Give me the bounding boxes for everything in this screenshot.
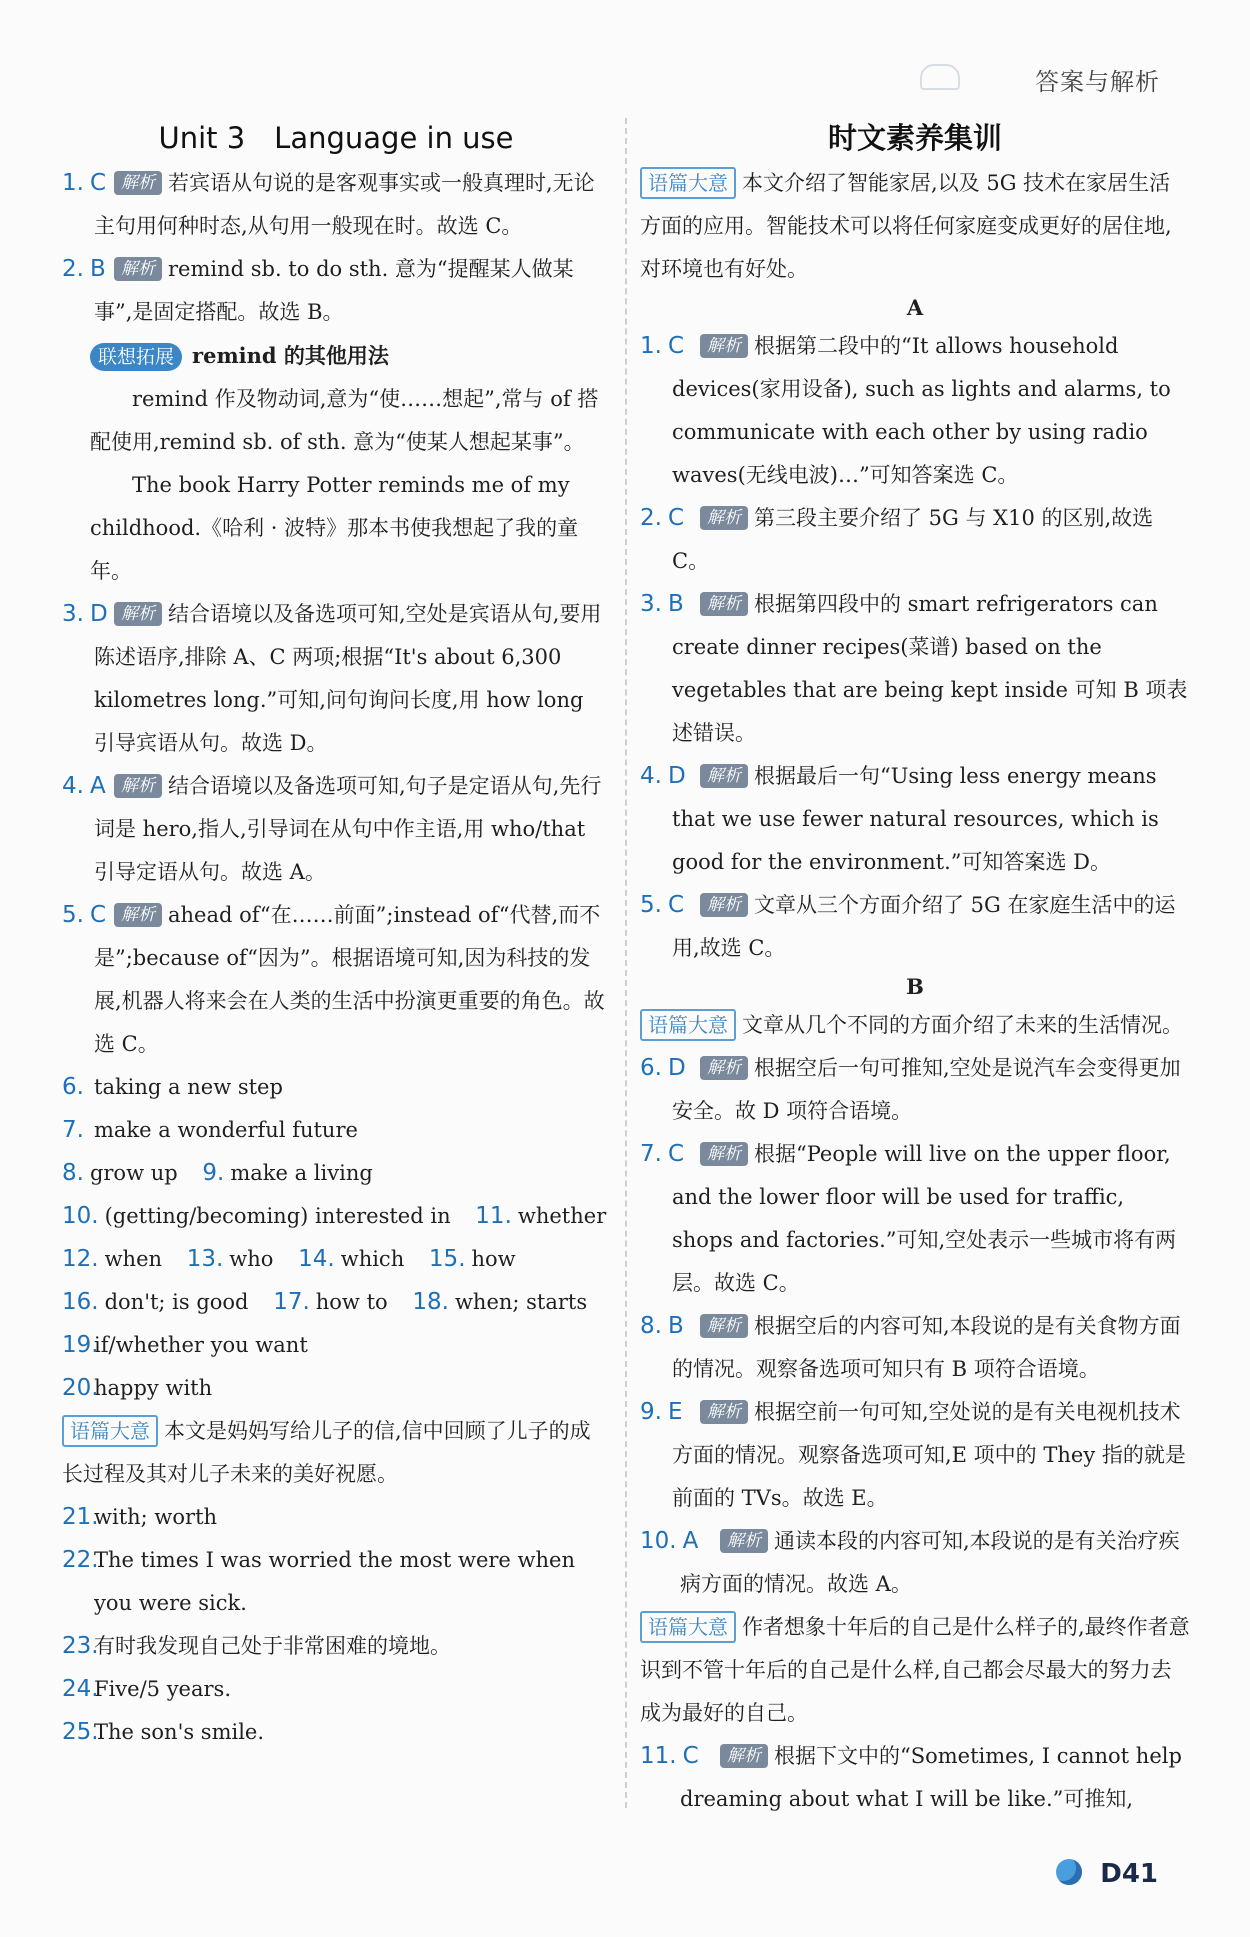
answer-row-12-15: 12. when 13. who 14. which 15. how [62, 1246, 516, 1272]
summary-tag: 语篇大意 [640, 1611, 736, 1643]
item-text: ahead of“在……前面”;instead of“代替,而不是”;because of“因为”。根据语境可知,因为科技的发展,机器人将来会在人类的生活中扮演更重要的角色。故选 C。 [94, 903, 605, 1056]
answer-item-25: 25. The son's smile. [62, 1719, 265, 1745]
unit-title: Unit 3 Language in use [158, 121, 514, 155]
passage-summary-3: 语篇大意 作者想象十年后的自己是什么样子的,最终作者意识到不管十年后的自己是什么样,自己都会尽最大的努力去成为最好的自己。 [640, 1606, 1190, 1735]
summary-tag: 语篇大意 [62, 1415, 158, 1447]
answer-item-r1: 1. C 解析 根据第二段中的“It allows household devices(家用设备), such as lights and alarms, to communicate with each other by using radio waves(无线电波)…”可知答案选 C。 [640, 333, 1171, 487]
item-number: 1. C [62, 170, 107, 196]
extend-paragraph-1: remind 作及物动词,意为“使……想起”,常与 of 搭配使用,remind sb. of sth. 意为“使某人想起某事”。 [90, 387, 599, 454]
analysis-tag: 解析 [700, 764, 748, 788]
answer-item-r9: 9. E 解析 根据空前一句可知,空处说的是有关电视机技术方面的情况。观察备选项可知,E 项中的 They 指的就是前面的 TVs。故选 E。 [640, 1399, 1186, 1510]
extend-paragraph-2: The book Harry Potter reminds me of my childhood.《哈利 · 波特》那本书使我想起了我的童年。 [90, 473, 579, 583]
analysis-tag: 解析 [720, 1529, 768, 1553]
answer-item-22: 22. The times I was worried the most were when you were sick. [62, 1547, 575, 1615]
summary-tag: 语篇大意 [640, 1009, 736, 1041]
section-title: 时文素养集训 [827, 121, 1002, 155]
extend-tag: 联想拓展 [90, 343, 182, 371]
extend-section [62, 334, 610, 378]
analysis-tag: 解析 [700, 1400, 748, 1424]
page-badge-icon [1056, 1859, 1082, 1885]
passage-summary-1: 语篇大意 本文介绍了智能家居,以及 5G 技术在家居生活方面的应用。智能技术可以将任何家庭变成更好的居住地,对环境也有好处。 [640, 162, 1190, 291]
answer-item-r6: 6. D 解析 根据空后一句可推知,空处是说汽车会变得更加安全。故 D 项符合语境。 [640, 1055, 1181, 1123]
analysis-tag: 解析 [114, 257, 162, 281]
analysis-tag: 解析 [114, 774, 162, 798]
answer-row-8-9: 8. grow up 9. make a living [62, 1160, 373, 1186]
answer-item-24: 24. Five/5 years. [62, 1676, 231, 1702]
item-text: 若宾语从句说的是客观事实或一般真理时,无论主句用何种时态,从句用一般现在时。故选 C。 [94, 171, 595, 238]
answer-item-r4: 4. D 解析 根据最后一句“Using less energy means that we use fewer natural resources, which is good for the environment.”可知答案选 D。 [640, 763, 1159, 874]
answer-item-6: 6. taking a new step [62, 1074, 283, 1100]
page-number: D41 [1100, 1859, 1158, 1889]
answer-item-19: 19. if/whether you want [62, 1332, 308, 1358]
item-text: remind sb. to do sth. 意为“提醒某人做某事”,是固定搭配。故选 B。 [94, 257, 574, 324]
analysis-tag: 解析 [700, 506, 748, 530]
passage-summary-2: 语篇大意 文章从几个不同的方面介绍了未来的生活情况。 [640, 1004, 1190, 1047]
answer-item-5: 5. C 解析 ahead of“在……前面”;instead of“代替,而不是”;because of“因为”。根据语境可知,因为科技的发展,机器人将来会在人类的生活中扮演更重要的角色。故选 C。 [62, 902, 605, 1056]
answer-item-3: 3. D 解析 结合语境以及备选项可知,空处是宾语从句,要用陈述语序,排除 A、C 两项;根据“It's about 6,300 kilometres long.”可知,问句询问长度,用 how long 引导宾语从句。故选 D。 [62, 601, 602, 755]
analysis-tag: 解析 [114, 903, 162, 927]
answer-item-23: 23. 有时我发现自己处于非常困难的境地。 [62, 1633, 451, 1659]
summary-tag: 语篇大意 [640, 167, 736, 199]
answer-item-1 [62, 162, 610, 248]
answer-item-r5: 5. C 解析 文章从三个方面介绍了 5G 在家庭生活中的运用,故选 C。 [640, 892, 1176, 960]
section-letter-b: B [906, 974, 924, 999]
answer-item-4: 4. A 解析 结合语境以及备选项可知,句子是定语从句,先行词是 hero,指人,引导词在从句中作主语,用 who/that 引导定语从句。故选 A。 [62, 773, 602, 884]
answer-item-2 [62, 248, 610, 334]
answer-item-r11: 11. C 解析 根据下文中的“Sometimes, I cannot help dreaming about what I will be like.”可推知, [640, 1743, 1182, 1811]
analysis-tag: 解析 [700, 1314, 748, 1338]
analysis-tag: 解析 [700, 893, 748, 917]
answer-row-10-11: 10. (getting/becoming) interested in 11. whether [62, 1203, 607, 1229]
answer-item-r7: 7. C 解析 根据“People will live on the upper floor, and the lower floor will be used for traffic, shops and factories.”可知,空处表示一些城市将有两层。故选 C。 [640, 1141, 1177, 1295]
item-text: 结合语境以及备选项可知,空处是宾语从句,要用陈述语序,排除 A、C 两项;根据“It's about 6,300 kilometres long.”可知,问句询问长度,用 how long 引导宾语从句。故选 D。 [94, 602, 602, 755]
answer-item-21: 21. with; worth [62, 1504, 218, 1530]
item-text: 结合语境以及备选项可知,句子是定语从句,先行词是 hero,指人,引导词在从句中作主语,用 who/that 引导定语从句。故选 A。 [94, 774, 602, 884]
extend-title: remind 的其他用法 [192, 343, 389, 368]
passage-summary: 语篇大意 本文是妈妈写给儿子的信,信中回顾了儿子的成长过程及其对儿子未来的美好祝愿。 [62, 1410, 610, 1496]
section-letter-a: A [906, 295, 924, 320]
answer-item-r8: 8. B 解析 根据空后的内容可知,本段说的是有关食物方面的情况。观察备选项可知只有 B 项符合语境。 [640, 1313, 1181, 1381]
right-column [640, 118, 1190, 1821]
analysis-tag: 解析 [700, 592, 748, 616]
answer-item-r2: 2. C 解析 第三段主要介绍了 5G 与 X10 的区别,故选 C。 [640, 505, 1154, 573]
answer-item-7: 7. make a wonderful future [62, 1117, 358, 1143]
answer-item-r3: 3. B 解析 根据第四段中的 smart refrigerators can create dinner recipes(菜谱) based on the vegetables that are being kept inside 可知 B 项表述错误。 [640, 591, 1188, 745]
column-divider [625, 118, 627, 1808]
header-decoration-icon [920, 64, 960, 90]
analysis-tag: 解析 [700, 334, 748, 358]
header-label: 答案与解析 [1035, 68, 1160, 96]
item-number: 2. B [62, 256, 106, 282]
left-column [62, 118, 610, 1754]
analysis-tag: 解析 [700, 1142, 748, 1166]
analysis-tag: 解析 [114, 602, 162, 626]
answer-row-16-18: 16. don't; is good 17. how to 18. when; starts [62, 1289, 588, 1315]
analysis-tag: 解析 [700, 1056, 748, 1080]
answer-item-r10: 10. A 解析 通读本段的内容可知,本段说的是有关治疗疾病方面的情况。故选 A。 [640, 1528, 1180, 1596]
analysis-tag: 解析 [114, 171, 162, 195]
answer-item-20: 20. happy with [62, 1375, 213, 1401]
analysis-tag: 解析 [720, 1744, 768, 1768]
